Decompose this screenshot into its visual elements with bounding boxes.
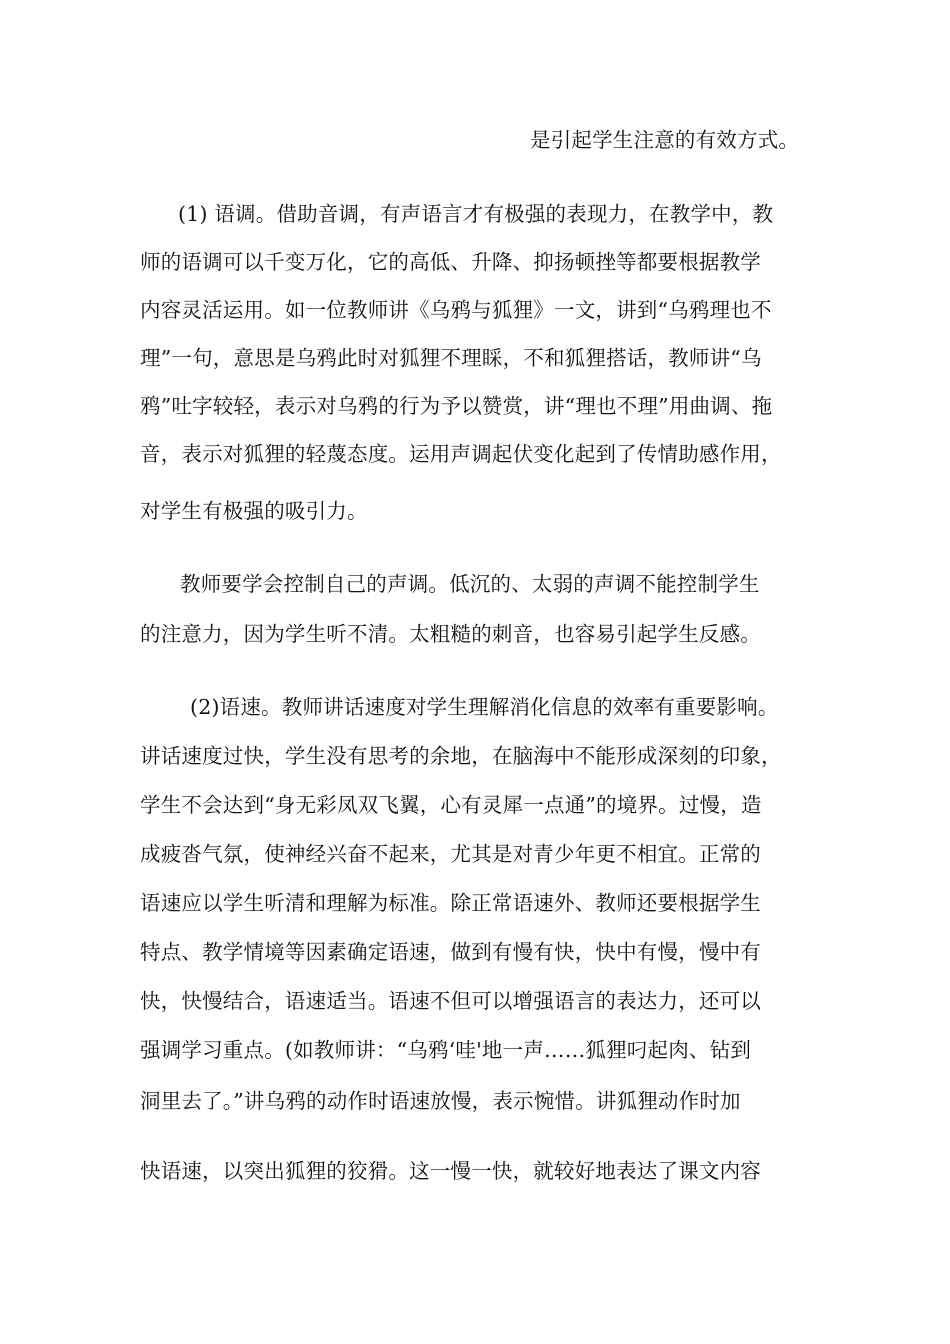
text-line: 理”一句，意思是乌鸦此时对狐狸不理睬，不和狐狸搭话，教师讲“乌 (140, 346, 762, 370)
text-line: 特点、教学情境等因素确定语速，做到有慢有快，快中有慢，慢中有 (140, 940, 761, 964)
text-line: 讲话速度过快，学生没有思考的余地，在脑海中不能形成深刻的印象， (140, 744, 782, 768)
text-line: 内容灵活运用。如一位教师讲《乌鸦与狐狸》一文，讲到“乌鸦理也不 (140, 298, 772, 322)
text-line: 语速应以学生听清和理解为标准。除正常语速外、教师还要根据学生 (140, 891, 761, 915)
text-line: 洞里去了。”讲乌鸦的动作时语速放慢，表示惋惜。讲狐狸动作时加 (140, 1089, 741, 1113)
text-line: 音，表示对狐狸的轻蔑态度。运用声调起伏变化起到了传情助感作用， (140, 442, 782, 466)
text-line: (2)语速。教师讲话速度对学生理解消化信息的效率有重要影响。 (190, 695, 779, 719)
text-line: 成疲沓气氛，使神经兴奋不起来，尤其是对青少年更不相宜。正常的 (140, 842, 761, 866)
text-line: 教师要学会控制自己的声调。低沉的、太弱的声调不能控制学生 (180, 572, 760, 596)
text-line: 鸦”吐字较轻，表示对乌鸦的行为予以赞赏，讲“理也不理”用曲调、拖 (140, 394, 773, 418)
text-line: 师的语调可以千变万化，它的高低、升降、抑扬顿挫等都要根据教学 (140, 250, 761, 274)
text-line: 的注意力，因为学生听不清。太粗糙的刺音，也容易引起学生反感。 (140, 622, 761, 646)
text-line: 强调学习重点。(如教师讲：“乌鸦‘哇'地一声……狐狸叼起肉、钻到 (140, 1038, 752, 1062)
text-line: 学生不会达到“身无彩凤双飞翼，心有灵犀一点通”的境界。过慢，造 (140, 793, 762, 817)
text-line: (1) 语调。借助音调，有声语言才有极强的表现力，在教学中，教 (178, 202, 774, 226)
text-line: 快，快慢结合，语速适当。语速不但可以增强语言的表达力，还可以 (140, 989, 761, 1013)
text-line: 快语速，以突出狐狸的狡猾。这一慢一快，就较好地表达了课文内容 (140, 1159, 761, 1183)
text-line: 对学生有极强的吸引力。 (140, 499, 368, 523)
text-line: 是引起学生注意的有效方式。 (530, 128, 800, 152)
